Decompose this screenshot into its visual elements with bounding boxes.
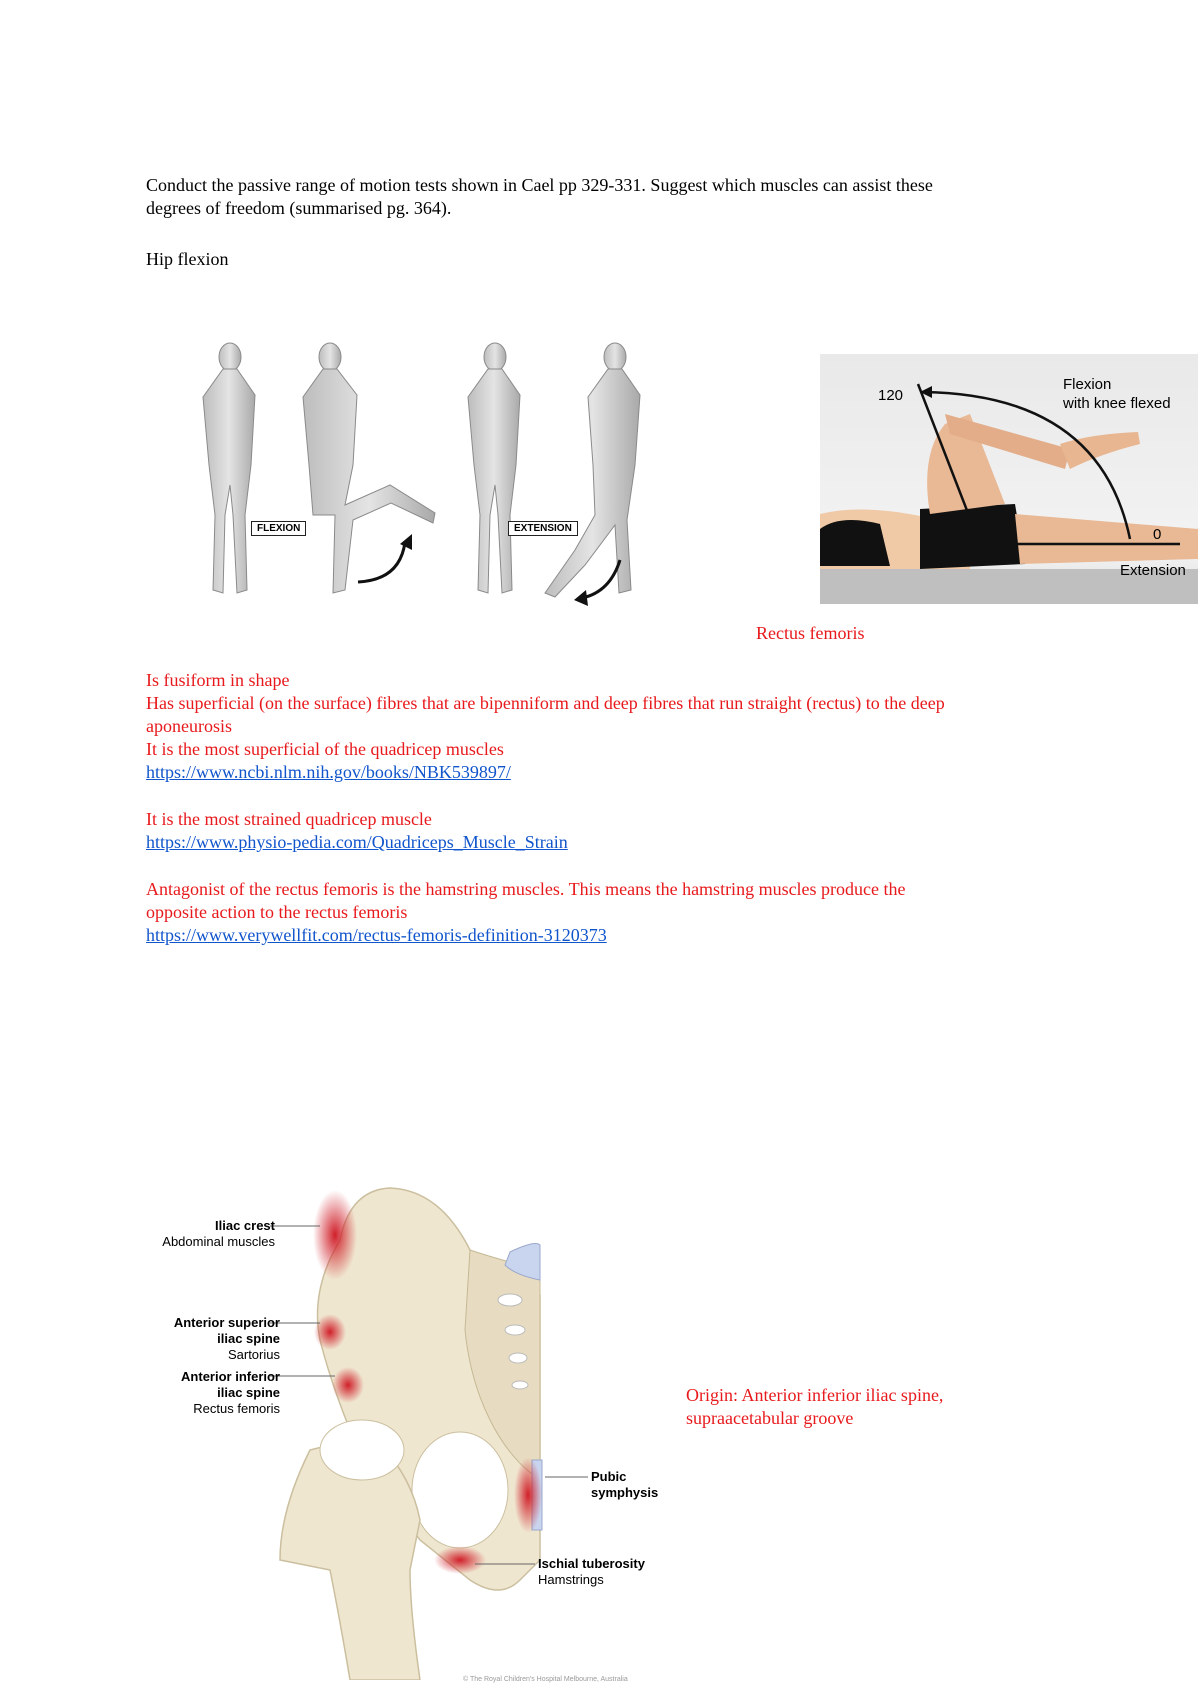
flexion-label-line2: with knee flexed xyxy=(1063,395,1171,412)
asis-title-2: iliac spine xyxy=(217,1331,280,1346)
pubic-line-1: Pubic xyxy=(591,1469,627,1484)
angle-0: 0 xyxy=(1153,526,1162,543)
hip-flexion-photo xyxy=(820,354,1198,604)
ischial-sub: Hamstrings xyxy=(538,1572,604,1587)
aiis-sub: Rectus femoris xyxy=(193,1401,280,1416)
pelvis-diagram xyxy=(270,1180,690,1680)
flexion-label: FLEXION xyxy=(251,521,306,536)
pubic-line-2: symphysis xyxy=(591,1485,659,1500)
ischial-callout xyxy=(538,1556,645,1588)
fact-antagonist-line1: Antagonist of the rectus femoris is the hamstring muscles. This means the hamstring muscles produce the xyxy=(146,879,906,899)
fact-antagonist-line2: opposite action to the rectus femoris xyxy=(146,902,408,922)
verywellfit-link[interactable]: https://www.verywellfit.com/rectus-femoris-definition-3120373 xyxy=(146,925,607,945)
asis-callout xyxy=(130,1315,280,1363)
physiopedia-link[interactable]: https://www.physio-pedia.com/Quadriceps_Muscle_Strain xyxy=(146,832,568,852)
pubic-symphysis-callout xyxy=(591,1469,658,1501)
iliac-crest-callout xyxy=(130,1218,275,1250)
origin-line-1: Origin: Anterior inferior iliac spine, xyxy=(686,1385,944,1405)
iliac-crest-title: Iliac crest xyxy=(215,1218,275,1233)
aiis-title-2: iliac spine xyxy=(217,1385,280,1400)
asis-sub: Sartorius xyxy=(227,1347,280,1362)
fact-strained: It is the most strained quadricep muscle xyxy=(146,809,432,829)
section-heading: Hip flexion xyxy=(146,249,229,269)
asis-title-1: Anterior superior xyxy=(173,1315,280,1330)
ncbi-link[interactable]: https://www.ncbi.nlm.nih.gov/books/NBK539897/ xyxy=(146,762,511,782)
motion-arrows xyxy=(350,530,650,610)
extension-photo-label: Extension xyxy=(1120,562,1186,579)
extension-label: EXTENSION xyxy=(508,521,578,536)
instruction-line-2: degrees of freedom (summarised pg. 364). xyxy=(146,198,452,218)
aiis-callout xyxy=(130,1369,280,1417)
aiis-title-1: Anterior inferior xyxy=(181,1369,280,1384)
angle-120: 120 xyxy=(878,387,904,404)
ischial-title: Ischial tuberosity xyxy=(538,1556,645,1571)
flexion-label-line1: Flexion xyxy=(1063,376,1112,393)
image-copyright: © The Royal Children's Hospital Melbourne, Australia xyxy=(463,1676,628,1683)
fact-fibres-line1: Has superficial (on the surface) fibres that are bipenniform and deep fibres that run straight (rectus) to the deep xyxy=(146,693,945,713)
fact-superficial: It is the most superficial of the quadricep muscles xyxy=(146,739,504,759)
iliac-crest-sub: Abdominal muscles xyxy=(162,1234,275,1249)
fact-fibres-line2: aponeurosis xyxy=(146,716,232,736)
standing-figure xyxy=(203,343,255,593)
fact-fusiform: Is fusiform in shape xyxy=(146,670,290,690)
origin-line-2: supraacetabular groove xyxy=(686,1408,854,1428)
muscle-caption: Rectus femoris xyxy=(756,623,865,643)
instruction-line-1: Conduct the passive range of motion tests shown in Cael pp 329-331. Suggest which muscles can assist these xyxy=(146,175,933,195)
